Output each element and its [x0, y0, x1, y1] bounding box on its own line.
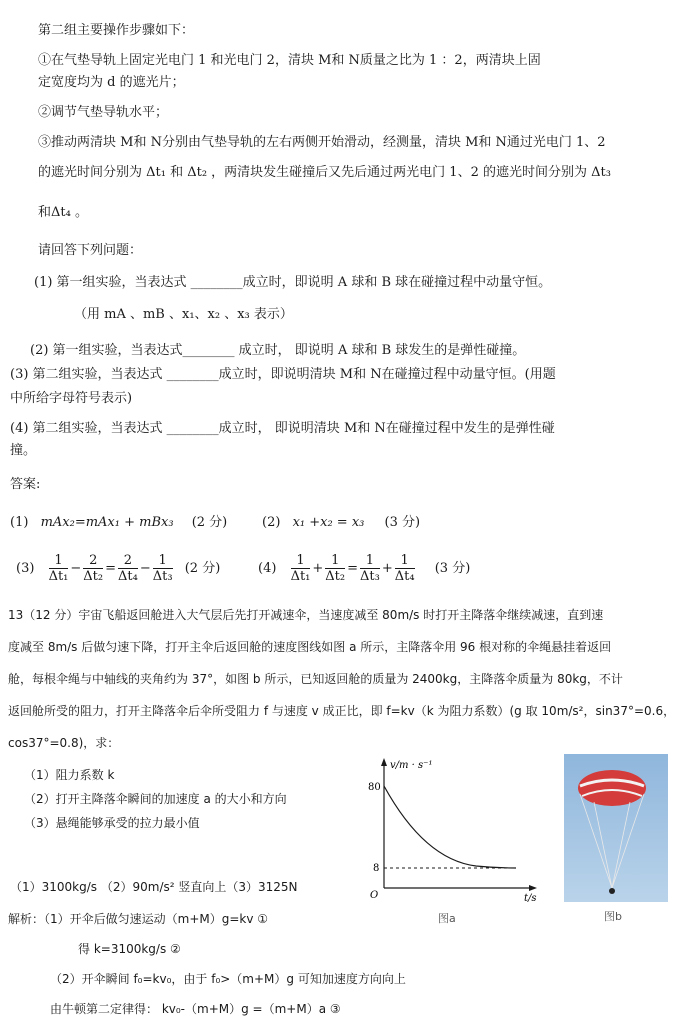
a4-num-3: 1 [360, 553, 380, 569]
question-1: (1) 第一组实验，当表达式 ________成立时，即说明 A 球和 B 球在碰撞过程中动量守恒。 [34, 275, 552, 290]
a4-num-1: 1 [291, 553, 311, 569]
analysis-line1: 解析：（1）开伞后做匀速运动（m+M）g=kv ① [8, 912, 269, 926]
answer-3-label: (3) [16, 561, 35, 576]
group2-step1-line1: ①在气垫导轨上固定光电门 1 和光电门 2，清块 M和 N质量之比为 1 ：2，两清块上固 [38, 53, 541, 68]
a4-den-1: Δt₁ [290, 569, 311, 584]
y-tick-80: 80 [368, 782, 381, 793]
a3-num-1: 1 [49, 553, 69, 569]
answer-4-label: (4) [258, 561, 277, 576]
velocity-curve [384, 786, 516, 868]
question-2: (2) 第一组实验，当表达式________ 成立时， 即说明 A 球和 B 球发生的是弹性碰撞。 [30, 343, 526, 358]
question-4-line1: (4) 第二组实验，当表达式 ________成立时， 即说明清块 M和 N在碰撞过程中发生的是弹性碰 [10, 421, 555, 436]
a3-den-4: Δt₃ [152, 569, 173, 584]
answer-1-score: (2 分) [191, 515, 228, 530]
group2-step2: ②调节气垫导轨水平； [38, 105, 169, 120]
analysis-line2: 得 k=3100kg/s ② [78, 942, 181, 956]
problem13-line1: 13（12 分）宇宙飞船返回舱进入大气层后先打开减速伞，当速度减至 80m/s 时打开主降落伞继续减速，直到速 [8, 608, 604, 622]
x-axis-label: t/s [524, 893, 537, 904]
a3-num-2: 2 [83, 553, 103, 569]
problem13-line3: 舱，每根伞绳与中轴线的夹角约为 37°，如图 b 所示，已知返回舱的质量为 2400kg，主降落伞质量为 80kg，不计 [8, 672, 623, 686]
answer-1 [10, 514, 227, 532]
question-4-line2: 撞。 [10, 443, 37, 458]
answer-4: (4) $\frac{1}{\text{Δt₁}}$ + $\frac{1}{\text{Δt₂}}$ = $\frac{1}{\text{Δt₃}}$ + $\frac{1}{\text{Δt₄}}$ (3 分) [258, 553, 471, 584]
figure-a-chart [356, 756, 546, 926]
group2-step3-line3: 和Δt₄ 。 [38, 205, 88, 220]
group2-step1-line2: 定宽度均为 d 的遮光片； [38, 75, 185, 90]
x-axis-arrow-icon [529, 885, 537, 891]
a4-num-2: 1 [325, 553, 345, 569]
analysis-line4: 由牛顿第二定律得： kv₀-（m+M）g =（m+M）a ③ [50, 1002, 341, 1016]
answer-2 [262, 514, 420, 532]
analysis-line3: （2）开伞瞬间 f₀=kv₀，由于 f₀>（m+M）g 可知加速度方向向上 [50, 972, 406, 986]
group2-step3-line2: 的遮光时间分别为 Δt₁ 和 Δt₂ ，两清块发生碰撞后又先后通过两光电门 1、2 的遮光时间分别为 Δt₃ [38, 165, 611, 180]
a4-num-4: 1 [395, 553, 415, 569]
problem13-line2: 度减至 8m/s 后做匀速下降，打开主伞后返回舱的速度图线如图 a 所示，主降落伞用 96 根对称的伞绳悬挂着返回 [8, 640, 612, 654]
question-3-line2: 中所给字母符号表示) [10, 391, 133, 406]
answer-2-label: (2) [262, 515, 281, 530]
y-tick-8: 8 [373, 863, 380, 874]
a3-den-2: Δt₂ [83, 569, 104, 584]
answer-1-label: (1) [10, 515, 29, 530]
a3-den-1: Δt₁ [48, 569, 69, 584]
a3-num-4: 1 [153, 553, 173, 569]
answer-2-score: (3 分) [384, 515, 421, 530]
y-axis-label: v/m · s⁻¹ [390, 760, 433, 771]
a4-den-3: Δt₃ [360, 569, 380, 584]
capsule-icon [609, 888, 615, 894]
origin-label: O [370, 890, 379, 901]
a4-den-2: Δt₂ [325, 569, 346, 584]
problem13-line4: 返回舱所受的阻力，打开主降落伞后伞所受阻力 f 与速度 v 成正比，即 f=kv（k 为阻力系数）(g 取 10m/s²，sin37°=0.6， [8, 704, 676, 718]
group2-heading: 第二组主要操作步骤如下： [38, 23, 195, 38]
figure-a-caption: 图a [438, 912, 456, 925]
parachute-canopy [578, 770, 646, 806]
problem13-sub2: （2）打开主降落伞瞬间的加速度 a 的大小和方向 [24, 792, 287, 806]
a4-den-4: Δt₄ [394, 569, 415, 584]
answer-1-expression: mAx₂=mAx₁ + mBx₃ [40, 515, 174, 530]
answer-2-expression: x₁ +x₂ = x₃ [292, 515, 365, 530]
a3-den-3: Δt₄ [118, 569, 138, 584]
problem13-line5: cos37°=0.8)，求： [8, 736, 120, 750]
questions-intro: 请回答下列问题： [38, 243, 143, 258]
problem13-sub1: （1）阻力系数 k [24, 768, 115, 782]
answer-3-score: (2 分) [184, 561, 221, 576]
question-3-line1: (3) 第二组实验，当表达式 ________成立时，即说明清块 M和 N在碰撞过程中动量守恒。(用题 [10, 367, 556, 382]
a3-num-3: 2 [118, 553, 138, 569]
group2-step3-line1: ③推动两清块 M和 N分别由气垫导轨的左右两侧开始滑动，经测量，清块 M和 N通过光电门 1、2 [38, 135, 606, 150]
problem13-sub3: （3）悬绳能够承受的拉力最小值 [24, 816, 200, 830]
problem13-answer: （1）3100kg/s （2）90m/s² 竖直向上（3）3125N [10, 880, 298, 894]
question-1-note: （用 mA 、mB 、x₁、x₂ 、x₃ 表示） [74, 307, 293, 322]
y-axis-arrow-icon [381, 758, 387, 766]
answer-3: (3) $\frac{1}{\text{Δt₁}}$ − $\frac{2}{\text{Δt₂}}$ = $\frac{2}{\text{Δt₄}}$ − $\frac{1}{\text{Δt₃}}$ (2 分) [16, 553, 221, 584]
answers-label: 答案: [10, 477, 41, 492]
figure-b-photo [564, 754, 668, 924]
figure-b-caption: 图b [604, 910, 622, 923]
answer-4-score: (3 分) [434, 561, 471, 576]
